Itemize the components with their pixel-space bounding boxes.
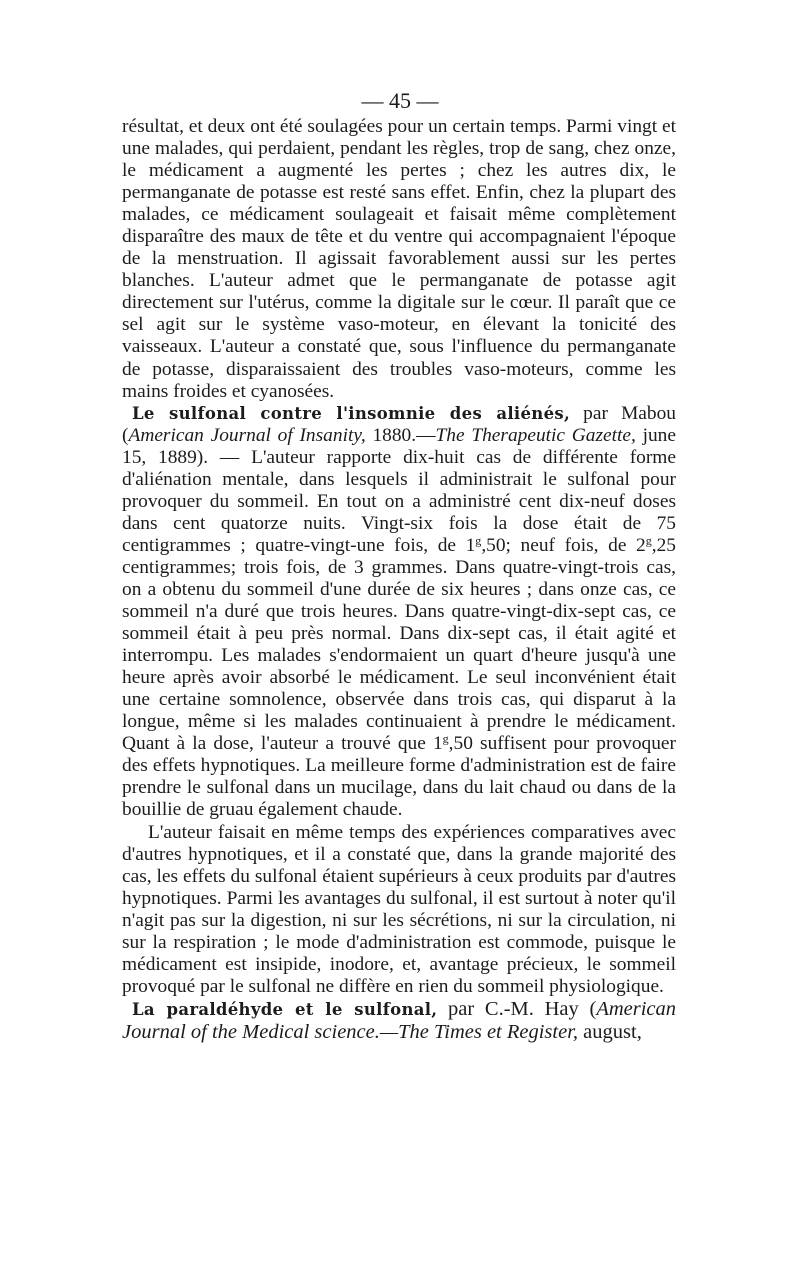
unit-gram: g bbox=[645, 533, 652, 548]
entry-body-d: ,50 suffisent pour provoquer des effets hypnotiques. La meilleure forme d'administration est de faire prendre le sulfonal dans un mucilage, dans du lait chaud ou dans de la bouillie de gruau également chaude. bbox=[122, 733, 676, 821]
entry-source-journal: American Journal of Insanity, bbox=[128, 424, 366, 446]
entry-sulfonal-insomnia bbox=[122, 403, 676, 822]
text-column bbox=[122, 116, 676, 1044]
entry-body-b: ,50; neuf fois, de 2 bbox=[481, 534, 646, 556]
entry-body-c: ,25 centigrammes; trois fois, de 3 grammes. Dans quatre-vingt-trois cas, on a obtenu du sommeil d'une durée de six heures ; dans onze cas, ce sommeil n'a duré que trois heures. Dans quatre-vingt-dix-sept cas, ce sommeil était à peu près normal. Dans dix-sept cas, il était agité et interrompu. Les malades s'endormaient un quart d'heure jusqu'à une heure après avoir absorbé le médicament. Le seul inconvénient était une certaine somnolence, observée dans trois cas, qui disparut à la longue, même si les malades continuaient à prendre le médicament. Quant à la dose, l'auteur a trouvé que 1 bbox=[122, 534, 676, 755]
paragraph-permanganate-conclusion: résultat, et deux ont été soulagées pour un certain temps. Parmi vingt et une malades, qui perdaient, pendant les règles, trop de sang, chez onze, le médicament a augmenté les pertes ; chez les autres dix, le permanganate de potasse est resté sans effet. Enfin, chez la plupart des malades, ce médicament soulageait et faisait même complètement disparaître des maux de tête et du ventre qui accompagnaient l'époque de la menstruation. Il agissait favorablement aussi sur les pertes blanches. L'auteur admet que le permanganate de potasse agit directement sur l'utérus, comme la digitale sur le cœur. Il paraît que ce sel agit sur le système vaso-moteur, en élevant la tonicité des vaisseaux. L'auteur a constaté que, sous l'influence du permanganate de potasse, disparaissaient des troubles vaso-moteurs, comme les mains froides et cyanosées. bbox=[122, 116, 676, 402]
entry-paraldehyde-sulfonal bbox=[122, 998, 676, 1044]
page-number: — 45 — bbox=[361, 88, 439, 113]
entry-title: La paraldéhyde et le sulfonal, bbox=[132, 999, 438, 1019]
entry-source-journal: American Journal of the Medical science.—The Times et Register, bbox=[122, 997, 677, 1043]
entry-author: par C.-M. Hay ( bbox=[437, 997, 597, 1020]
paragraph-comparative-experiments: L'auteur faisait en même temps des expériences comparatives avec d'autres hypnotiques, et il a constaté que, dans la grande majorité des cas, les effets du sulfonal étaient supérieurs à ceux produits par d'autres hypnotiques. Parmi les avantages du sulfonal, il est surtout à noter qu'il n'agit pas sur la digestion, ni sur les sécrétions, ni sur la circulation, ni sur la respiration ; le mode d'administration est commode, puisque le médicament est insipide, inodore, et, avantage précieux, le sommeil provoqué par le sulfonal ne diffère en rien du sommeil physiologique. bbox=[122, 821, 676, 997]
entry-tail: august, bbox=[578, 1020, 642, 1043]
unit-gram: g bbox=[442, 731, 449, 746]
unit-gram: g bbox=[475, 533, 482, 548]
entry-body-a: — L'auteur rapporte dix-huit cas de différente forme d'aliénation mentale, dans lesquels il administrait le sulfonal pour provoquer du sommeil. En tout on a administré cent dix-neuf doses dans cent quatorze nuits. Vingt-six fois la dose était de 75 centigrammes ; quatre-vingt-une fois, de 1 bbox=[122, 446, 676, 556]
entry-source-date: june 15, 1889). bbox=[122, 424, 676, 468]
entry-source-year: 1880.— bbox=[365, 424, 436, 446]
entry-source-gazette: The Therapeutic Gazette, bbox=[435, 424, 636, 446]
entry-title: Le sulfonal contre l'insomnie des aliénés, bbox=[132, 403, 571, 423]
entry-author: par Mabou ( bbox=[122, 402, 676, 446]
